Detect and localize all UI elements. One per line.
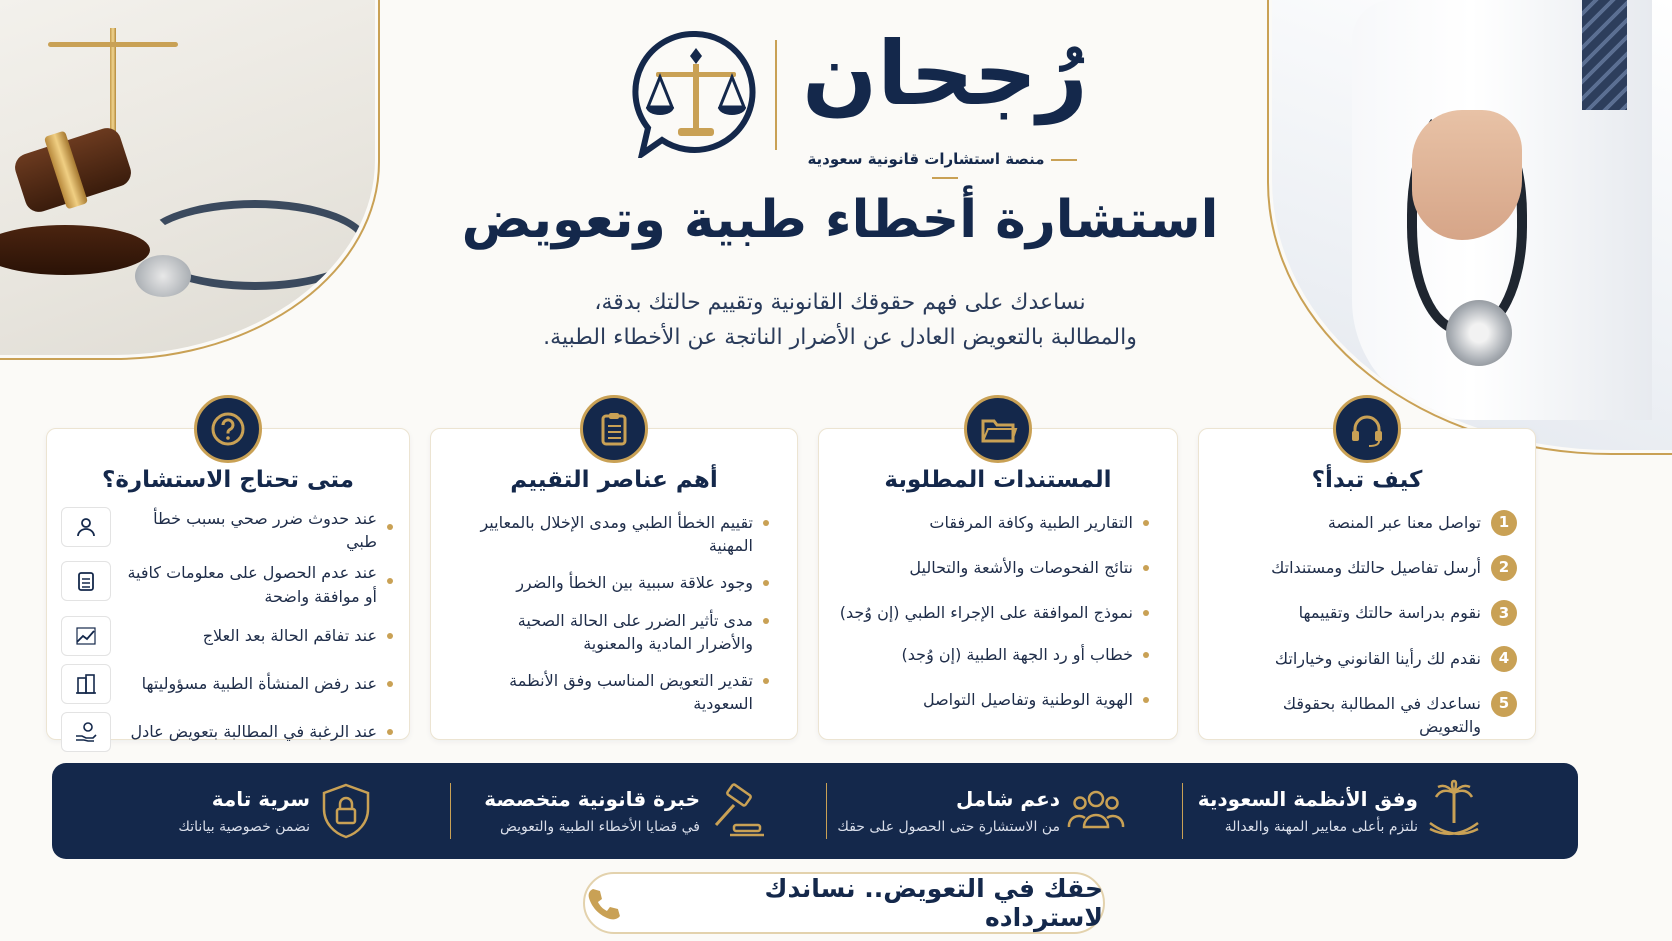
- card-title: كيف تبدأ؟: [1311, 467, 1423, 493]
- list-item: عند الرغبة في المطالبة بتعويض عادل: [61, 712, 393, 752]
- brand-logo: [600, 22, 1100, 172]
- list-item: نتائج الفحوصات والأشعة والتحاليل: [837, 556, 1149, 579]
- card-documents: [818, 428, 1178, 740]
- feature-legal-expertise: [484, 763, 788, 859]
- saudi-emblem-icon: [1418, 775, 1490, 847]
- question-icon: [194, 395, 262, 463]
- feature-subtitle: نلتزم بأعلى معايير المهنة والعدالة: [1224, 819, 1418, 835]
- list-item: الهوية الوطنية وتفاصيل التواصل: [837, 688, 1149, 711]
- list-item: تقدير التعويض المناسب وفق الأنظمة السعودية: [471, 669, 769, 715]
- feature-full-support: [837, 763, 1148, 859]
- when-needed-list: [61, 507, 393, 760]
- folder-icon: [964, 395, 1032, 463]
- hand-money-icon: [61, 712, 111, 752]
- checklist-icon: [61, 561, 111, 601]
- list-item: وجود علاقة سببية بين الخطأ والضرر: [471, 571, 769, 594]
- gold-arc-left: [0, 0, 380, 360]
- scales-chat-icon: [630, 26, 762, 158]
- card-title: متى تحتاج الاستشارة؟: [102, 467, 354, 493]
- headset-icon: [1333, 395, 1401, 463]
- feature-title: دعم شامل: [956, 787, 1060, 811]
- person-icon: [61, 507, 111, 547]
- feature-subtitle: نضمن خصوصية بياناتك: [178, 819, 310, 835]
- lock-shield-icon: [310, 775, 382, 847]
- card-evaluation: [430, 428, 798, 740]
- card-how-to-start: [1198, 428, 1536, 740]
- list-item: تقييم الخطأ الطبي ومدى الإخلال بالمعايير المهنية: [471, 511, 769, 557]
- feature-saudi-regulations: [1198, 763, 1506, 859]
- list-item: 5 نساعدك في المطالبة بحقوقك والتعويض: [1217, 692, 1517, 738]
- list-item: عند تفاقم الحالة بعد العلاج: [61, 616, 393, 656]
- feature-confidentiality: [178, 763, 398, 859]
- list-item: عند حدوث ضرر صحي بسبب خطأ طبي: [61, 507, 393, 553]
- feature-title: وفق الأنظمة السعودية: [1197, 787, 1418, 811]
- list-item: مدى تأثير الضرر على الحالة الصحية والأضرار المادية والمعنوية: [471, 609, 769, 655]
- team-icon: [1060, 775, 1132, 847]
- features-band: [52, 763, 1578, 859]
- steps-list: [1217, 511, 1517, 760]
- documents-list: [837, 511, 1149, 725]
- phone-icon: [585, 885, 621, 921]
- gavel-icon: [700, 775, 772, 847]
- list-item: خطاب أو رد الجهة الطبية (إن وُجد): [837, 643, 1149, 666]
- list-item: نموذج الموافقة على الإجراء الطبي (إن وُجد): [837, 601, 1149, 624]
- gold-arc-right: [1267, 0, 1672, 455]
- card-when-needed: [46, 428, 410, 740]
- evaluation-list: [471, 511, 769, 729]
- chart-icon: [61, 616, 111, 656]
- feature-subtitle: في قضايا الأخطاء الطبية والتعويض: [499, 819, 700, 835]
- list-item: التقارير الطبية وكافة المرفقات: [837, 511, 1149, 534]
- building-icon: [61, 664, 111, 704]
- feature-subtitle: من الاستشارة حتى الحصول على حقك: [837, 819, 1060, 835]
- card-title: المستندات المطلوبة: [884, 467, 1112, 493]
- brand-name: رُجحان: [802, 22, 1088, 125]
- feature-title: سرية تامة: [211, 787, 310, 811]
- list-item: 3 نقوم بدراسة حالتك وتقييمها: [1217, 601, 1517, 624]
- feature-title: خبرة قانونية متخصصة: [484, 787, 700, 811]
- clipboard-icon: [580, 395, 648, 463]
- list-item: عند عدم الحصول على معلومات كافية أو موافقة واضحة: [61, 561, 393, 607]
- slogan-text: حقك في التعويض.. نساندك لاسترداده: [764, 874, 1103, 932]
- list-item: 2 أرسل تفاصيل حالتك ومستنداتك: [1217, 556, 1517, 579]
- page-subtitle: نساعدك على فهم حقوقك القانونية وتقييم حالتك بدقة، والمطالبة بالتعويض العادل عن الأضرار الناتجة عن الأخطاء الطبية.: [543, 290, 1137, 351]
- list-item: 4 نقدم لك رأينا القانوني وخياراتك: [1217, 647, 1517, 670]
- slogan-pill: [583, 872, 1105, 934]
- card-title: أهم عناصر التقييم: [510, 467, 718, 493]
- list-item: عند رفض المنشأة الطبية مسؤوليتها: [61, 664, 393, 704]
- page-title: استشارة أخطاء طبية وتعويض: [461, 190, 1219, 250]
- brand-tagline: منصة استشارات قانونية سعودية: [795, 150, 1095, 186]
- list-item: 1 تواصل معنا عبر المنصة: [1217, 511, 1517, 534]
